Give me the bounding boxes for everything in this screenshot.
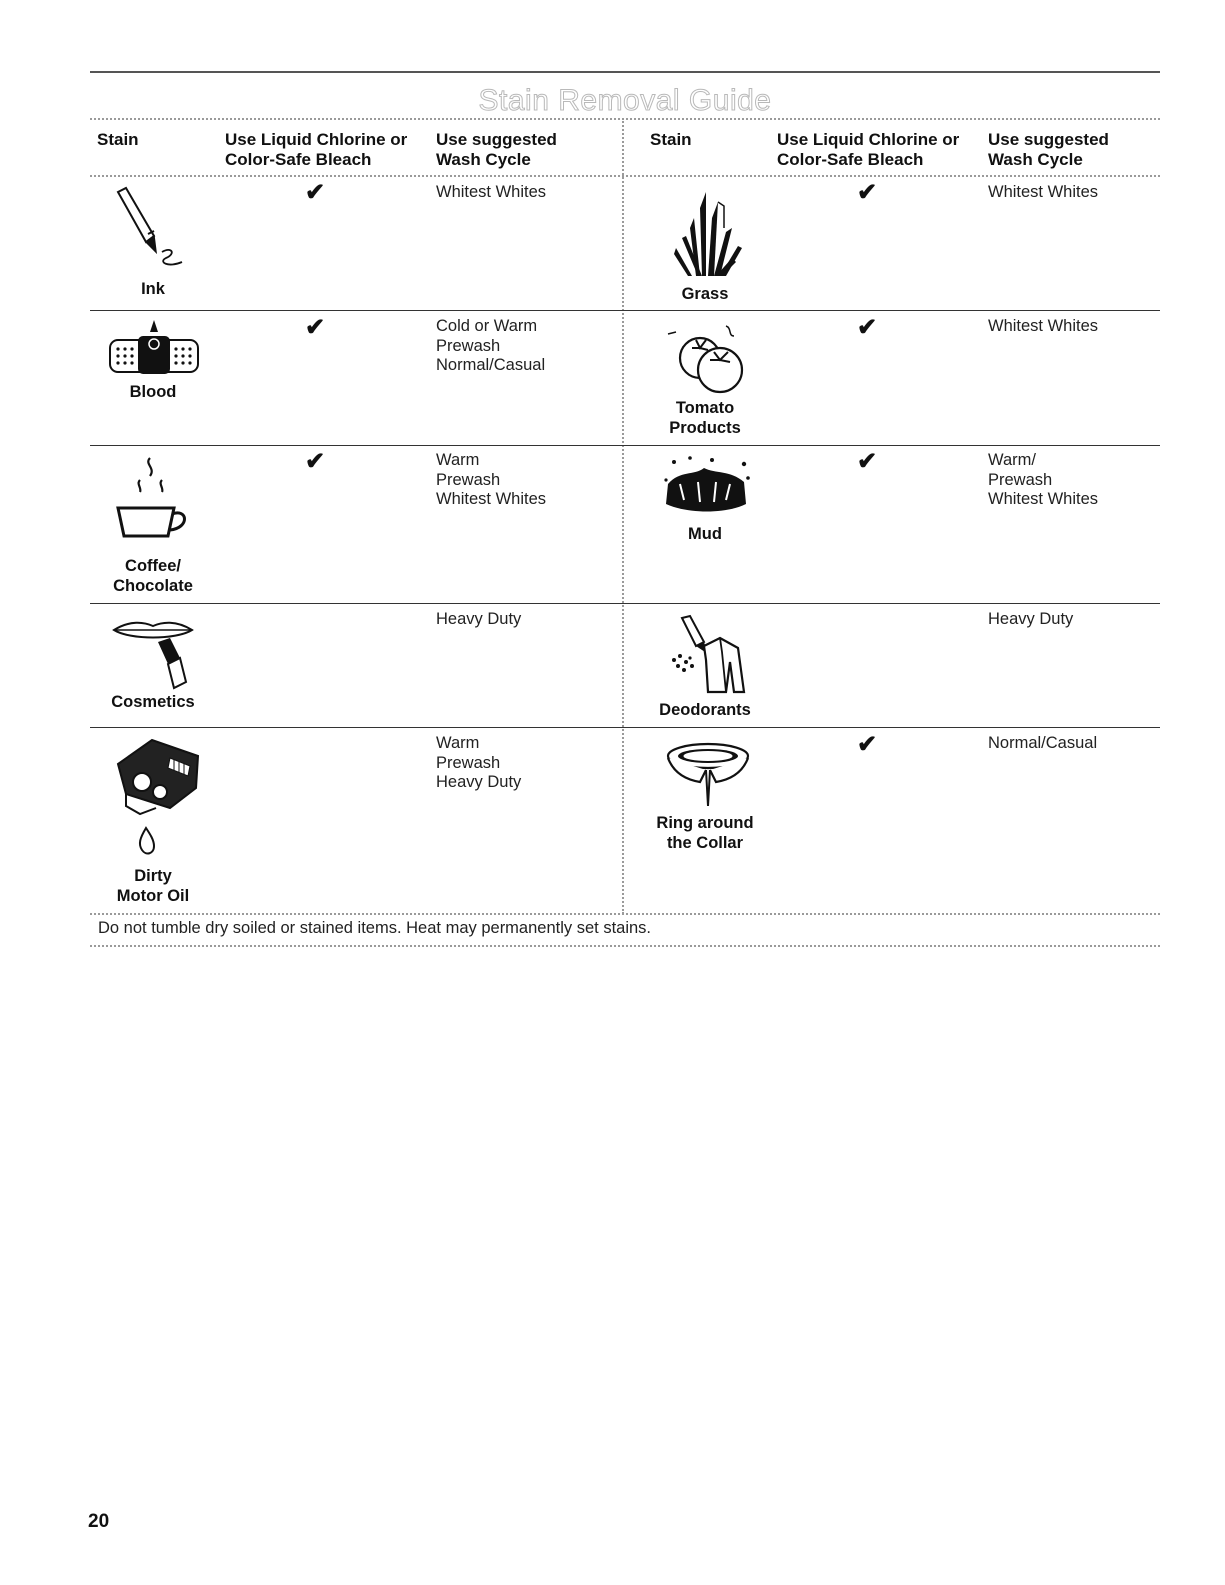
wash-cycle-tomato: Whitest Whites — [988, 317, 1099, 335]
coffee-cup-icon — [112, 452, 194, 544]
stain-label-coffee: Coffee/ Chocolate — [113, 557, 193, 595]
page-number: 20 — [88, 1511, 110, 1532]
row-separator — [90, 310, 1160, 311]
lipstick-icon — [110, 612, 196, 692]
stain-label-motor-oil: Dirty Motor Oil — [116, 867, 190, 905]
wash-cycle-cosmetics: Heavy Duty — [436, 610, 522, 628]
wash-cycle-grass: Whitest Whites — [988, 183, 1099, 201]
pen-icon — [112, 186, 194, 278]
wash-cycle-motor-oil: Warm Prewash Heavy Duty — [436, 734, 522, 792]
table-bottom-divider — [90, 913, 1160, 915]
engine-oil-icon — [112, 734, 204, 862]
check-icon: ✔ — [305, 314, 326, 341]
header-cycle-left: Use suggested Wash Cycle — [436, 130, 557, 169]
stain-label-deodorants: Deodorants — [659, 701, 751, 719]
row-separator — [90, 445, 1160, 446]
grass-icon — [672, 188, 744, 280]
mud-icon — [660, 454, 754, 518]
header-stain-right: Stain — [650, 130, 692, 149]
check-icon: ✔ — [857, 314, 878, 341]
stain-label-cosmetics: Cosmetics — [111, 693, 195, 711]
wash-cycle-blood: Cold or Warm Prewash Normal/Casual — [436, 317, 546, 375]
wash-cycle-coffee: Warm Prewash Whitest Whites — [436, 451, 547, 509]
header-bleach-left: Use Liquid Chlorine or Color-Safe Bleach — [225, 130, 408, 169]
check-icon: ✔ — [305, 448, 326, 475]
check-icon: ✔ — [305, 179, 326, 206]
row-separator — [90, 727, 1160, 728]
collar-icon — [664, 740, 752, 810]
bandage-icon — [106, 318, 202, 380]
check-icon: ✔ — [857, 448, 878, 475]
footnote-bottom-divider — [90, 945, 1160, 947]
header-cycle-right: Use suggested Wash Cycle — [988, 130, 1109, 169]
wash-cycle-ink: Whitest Whites — [436, 183, 547, 201]
stain-label-ink: Ink — [141, 280, 165, 298]
page-title: Stain Removal Guide — [478, 84, 772, 117]
header-bleach-right: Use Liquid Chlorine or Color-Safe Bleach — [777, 130, 960, 169]
check-icon: ✔ — [857, 179, 878, 206]
stain-label-mud: Mud — [688, 525, 722, 543]
header-top-divider — [90, 118, 1160, 120]
row-separator — [90, 603, 1160, 604]
check-icon: ✔ — [857, 731, 878, 758]
stain-label-tomato: Tomato Products — [669, 399, 741, 437]
stain-label-blood: Blood — [129, 383, 177, 401]
top-rule — [90, 71, 1160, 73]
stain-label-collar: Ring around the Collar — [656, 814, 754, 852]
header-stain-left: Stain — [97, 130, 139, 149]
footnote: Do not tumble dry soiled or stained items. Heat may permanently set stains. — [98, 919, 651, 937]
wash-cycle-deodorants: Heavy Duty — [988, 610, 1074, 628]
stain-label-grass: Grass — [681, 285, 729, 303]
wash-cycle-collar: Normal/Casual — [988, 734, 1098, 752]
header-bottom-divider — [90, 175, 1160, 177]
wash-cycle-mud: Warm/ Prewash Whitest Whites — [988, 451, 1099, 509]
tomato-icon — [666, 322, 750, 398]
column-divider — [622, 118, 624, 914]
deodorant-shirt-icon — [664, 614, 752, 696]
